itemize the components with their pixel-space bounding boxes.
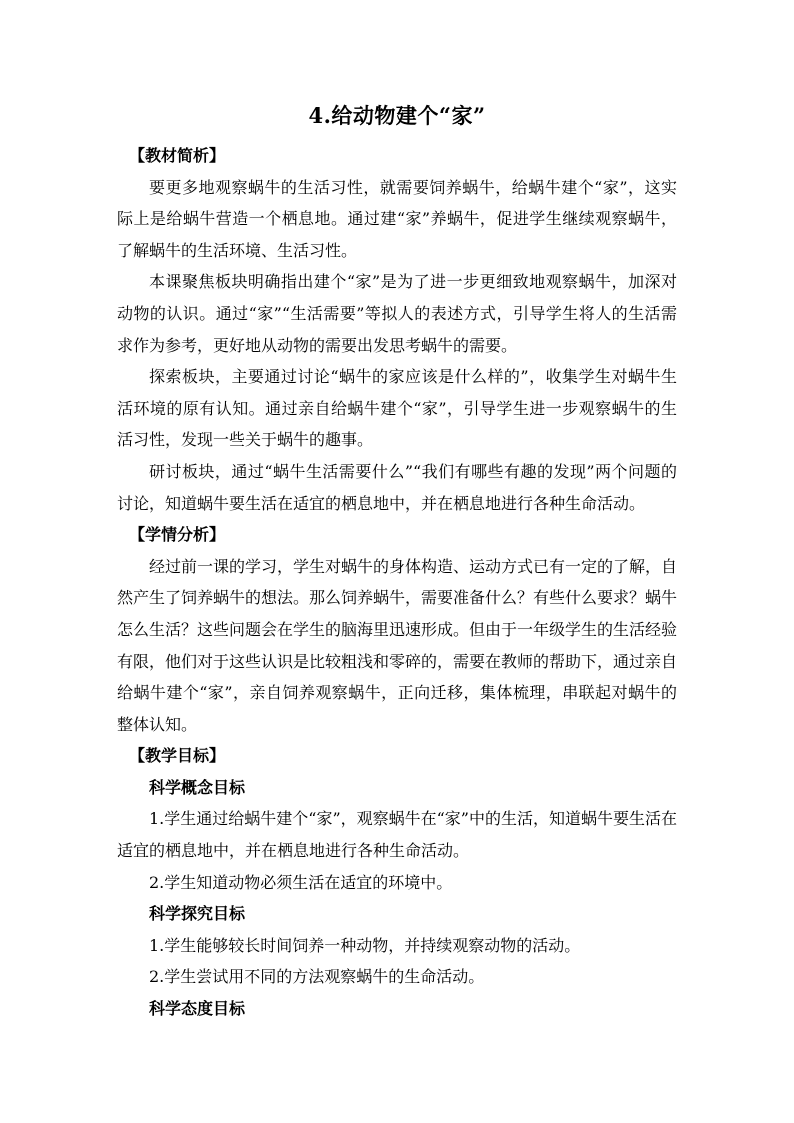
paragraph: 探索板块，主要通过讨论“蜗牛的家应该是什么样的”，收集学生对蜗牛生活环境的原有认知。通过亲自给蜗牛建个“家”，引导学生进一步观察蜗牛的生活习性，发现一些关于蜗牛的趣事。 bbox=[117, 367, 677, 450]
document-body bbox=[117, 140, 677, 1025]
paragraph: 要更多地观察蜗牛的生活习性，就需要饲养蜗牛，给蜗牛建个“家”，这实际上是给蜗牛营造一个栖息地。通过建“家”养蜗牛，促进学生继续观察蜗牛，了解蜗牛的生活环境、生活习性。 bbox=[117, 177, 677, 260]
paragraph: 研讨板块，通过“蜗牛生活需要什么”“我们有哪些有趣的发现”两个问题的讨论，知道蜗牛要生活在适宜的栖息地中，并在栖息地进行各种生命活动。 bbox=[117, 461, 677, 513]
goal-item: 1.学生能够较长时间饲养一种动物，并持续观察动物的活动。 bbox=[149, 935, 581, 955]
paragraph: 本课聚焦板块明确指出建个“家”是为了进一步更细致地观察蜗牛，加深对动物的认识。通过“家”“生活需要”等拟人的表述方式，引导学生将人的生活需求作为参考，更好地从动物的需要出发思考蜗牛的需要。 bbox=[117, 272, 677, 355]
subheading-inquiry-goals: 科学探究目标 bbox=[149, 904, 246, 924]
goal-item: 2.学生尝试用不同的方法观察蜗牛的生命活动。 bbox=[149, 967, 485, 987]
goal-item: 2.学生知道动物必须生活在适宜的环境中。 bbox=[149, 872, 453, 892]
section-heading-student-analysis: 【学情分析】 bbox=[129, 525, 226, 545]
subheading-concept-goals: 科学概念目标 bbox=[149, 777, 246, 797]
section-heading-teaching-goals: 【教学目标】 bbox=[129, 746, 226, 766]
section-heading-textbook-analysis: 【教材简析】 bbox=[129, 146, 226, 165]
subheading-attitude-goals: 科学态度目标 bbox=[149, 999, 246, 1019]
paragraph: 经过前一课的学习，学生对蜗牛的身体构造、运动方式已有一定的了解，自然产生了饲养蜗牛的想法。那么饲养蜗牛，需要准备什么？有些什么要求？蜗牛怎么生活？这些问题会在学生的脑海里迅速形成。但由于一年级学生的生活经验有限，他们对于这些认识是比较粗浅和零碎的，需要在教师的帮助下，通过亲自给蜗牛建个“家”，亲自饲养观察蜗牛，正向迁移，集体梳理，串联起对蜗牛的整体认知。 bbox=[117, 556, 678, 734]
page-title: 4.给动物建个“家” bbox=[308, 103, 486, 128]
goal-item: 1.学生通过给蜗牛建个“家”，观察蜗牛在“家”中的生活，知道蜗牛要生活在适宜的栖息地中，并在栖息地进行各种生命活动。 bbox=[117, 809, 677, 861]
